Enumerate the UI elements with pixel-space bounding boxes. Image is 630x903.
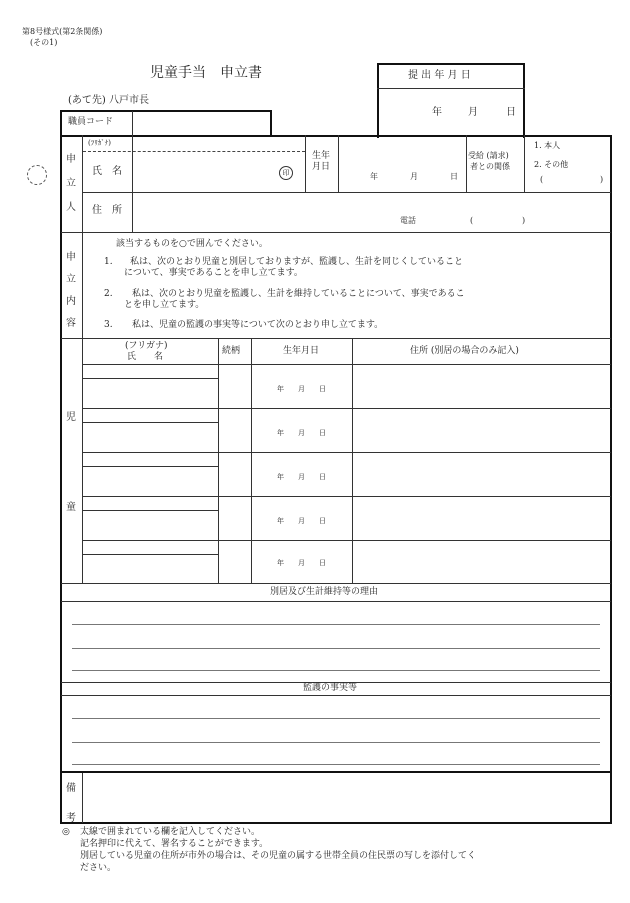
relation-label-2: 者との関係 xyxy=(470,162,510,171)
separate-reason-title: 別居及び生計維持等の理由 xyxy=(270,587,379,597)
relation-paren-open: ( xyxy=(540,175,544,184)
item1-line2: について、事実であることを申し立てます。 xyxy=(124,268,303,278)
child5-month: 月 xyxy=(298,559,305,567)
child2-year: 年 xyxy=(277,429,284,437)
child5-day: 日 xyxy=(319,559,326,567)
relation-option-other[interactable]: 2. その他 xyxy=(534,160,569,169)
birth-label-2: 月日 xyxy=(312,162,331,172)
item2-line2: とを申し立てます。 xyxy=(124,300,205,310)
separate-reason-field[interactable] xyxy=(64,603,608,681)
child1-day: 日 xyxy=(319,385,326,393)
punch-hole-mark xyxy=(27,165,47,185)
applicant-name-label: 氏 名 xyxy=(92,166,122,177)
col-name-header: 氏 名 xyxy=(127,352,164,362)
col-furigana-header: (フリガナ) xyxy=(125,341,168,351)
submit-year-unit: 年 xyxy=(432,107,442,118)
phone-paren-open: ( xyxy=(470,216,474,225)
form-number: 第8号様式(第2条関係) xyxy=(22,27,103,36)
child3-day: 日 xyxy=(319,473,326,481)
custody-facts-title: 監護の事実等 xyxy=(303,683,358,693)
applicant-address-field[interactable] xyxy=(134,194,604,230)
child1-year: 年 xyxy=(277,385,284,393)
submit-month-unit: 月 xyxy=(468,107,478,118)
birth-label-1: 生年 xyxy=(312,151,331,161)
applicant-birth-year: 年 xyxy=(370,172,378,181)
child1-month: 月 xyxy=(298,385,305,393)
item3-number[interactable]: 3. xyxy=(104,320,113,330)
content-intro: 該当するものを○で囲んでください。 xyxy=(116,239,268,249)
child5-year: 年 xyxy=(277,559,284,567)
applicant-birth-day: 日 xyxy=(450,172,458,181)
col-birth-header: 生年月日 xyxy=(283,346,320,356)
phone-label: 電話 xyxy=(400,216,416,225)
relation-option-self[interactable]: 1. 本人 xyxy=(534,141,561,150)
child4-month: 月 xyxy=(298,517,305,525)
applicant-name-field[interactable] xyxy=(134,153,274,189)
col-relation-header: 続柄 xyxy=(222,346,241,356)
item3-line1: 私は、児童の監護の事実等について次のとおり申し立てます。 xyxy=(132,320,384,330)
child3-month: 月 xyxy=(298,473,305,481)
staff-code-field[interactable] xyxy=(134,112,269,135)
child4-year: 年 xyxy=(277,517,284,525)
item1-line1: 私は、次のとおり児童と別居しておりますが、監護し、生計を同じくしていること xyxy=(130,257,464,267)
custody-facts-field[interactable] xyxy=(64,697,608,770)
page-title: 児童手当 申立書 xyxy=(150,65,262,81)
item2-number[interactable]: 2. xyxy=(104,289,113,299)
addressee: (あて先) 八戸市長 xyxy=(68,95,149,106)
applicant-furigana-field[interactable] xyxy=(134,137,304,150)
child2-day: 日 xyxy=(319,429,326,437)
item1-number[interactable]: 1. xyxy=(104,257,113,267)
relation-paren-close: ) xyxy=(600,175,604,184)
furigana-label: (ﾌﾘｶﾞﾅ) xyxy=(88,139,111,147)
submit-day-unit: 日 xyxy=(506,107,516,118)
content-side-label: 申 立 内 容 xyxy=(66,252,76,329)
note-line1: 太線で囲まれている欄を記入してください。 xyxy=(80,827,261,837)
submit-date-label: 提 出 年 月 日 xyxy=(408,70,471,81)
applicant-birthdate-field[interactable] xyxy=(340,137,464,190)
phone-paren-close: ) xyxy=(522,216,526,225)
item2-line1: 私は、次のとおり児童を監護し、生計を維持していることについて、事実であるこ xyxy=(132,289,465,299)
seal-mark: 印 xyxy=(279,166,293,180)
note-line2: 記名押印に代えて、署名することができます。 xyxy=(80,839,269,849)
child4-day: 日 xyxy=(319,517,326,525)
staff-code-label: 職員コード xyxy=(68,117,114,127)
col-address-header: 住所 (別居の場合のみ記入) xyxy=(410,346,519,356)
child2-month: 月 xyxy=(298,429,305,437)
children-side-label: 児 童 xyxy=(66,412,76,513)
relation-label-1: 受給 (請求) xyxy=(468,151,509,160)
note-line4: ださい。 xyxy=(80,863,117,873)
applicant-birth-month: 月 xyxy=(410,172,418,181)
form-part: (その1) xyxy=(30,38,58,47)
remarks-side-label: 備 考 xyxy=(66,783,76,824)
notes-mark: ◎ xyxy=(62,827,70,837)
remarks-field[interactable] xyxy=(85,774,607,820)
applicant-side-label: 申 立 人 xyxy=(66,154,76,213)
address-label: 住 所 xyxy=(92,205,122,216)
note-line3: 別居している児童の住所が市外の場合は、その児童の属する世帯全員の住民票の写しを添付してく xyxy=(80,851,477,861)
child3-year: 年 xyxy=(277,473,284,481)
